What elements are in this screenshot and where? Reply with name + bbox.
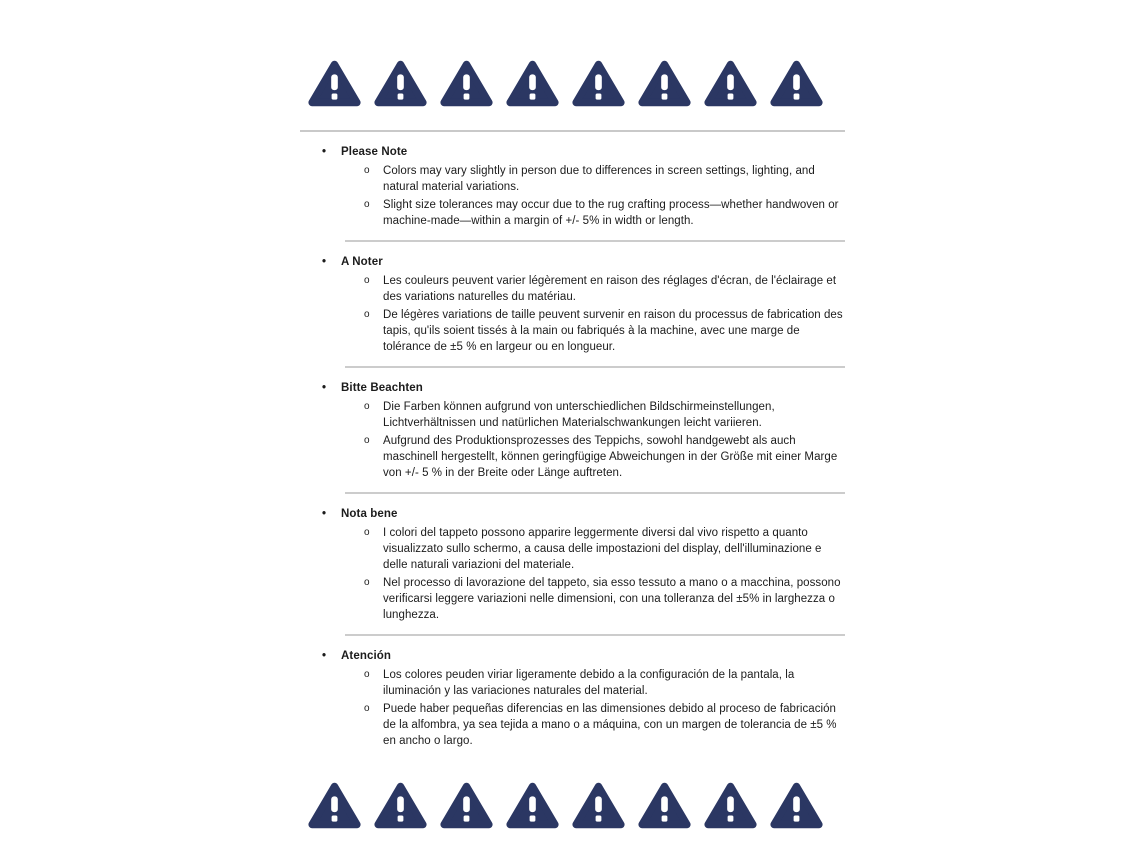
item-bullet-marker: o [364,703,370,714]
note-text: Slight size tolerances may occur due to the rug crafting process—whether handwoven or machine-made—within a margin of +/- 5% in width or length. [383,199,839,227]
section-title: Atención [341,650,391,662]
note-text: De légères variations de taille peuvent survenir en raison du processus de fabrication des tapis, qu'ils soient tissés à la main ou fabriqués à la machine, avec une marge de tolérance de ±5 % en largeur ou en longueur. [383,309,843,353]
warning-banner-top [300,58,845,109]
warning-triangle-icon [572,780,625,831]
warning-triangle-icon [704,58,757,109]
bullet-marker: • [322,650,327,662]
section-bitte-beachten [300,368,845,492]
section-header [300,144,845,160]
warning-triangle-icon [770,58,823,109]
item-bullet-marker: o [364,527,370,538]
bullet-marker: • [322,382,327,394]
warning-triangle-icon [506,780,559,831]
disclaimer-page [300,0,845,831]
note-item [300,307,845,355]
section-header [300,380,845,396]
warning-triangle-icon [308,780,361,831]
section-title: A Noter [341,256,383,268]
warning-triangle-icon [440,58,493,109]
item-bullet-marker: o [364,199,370,210]
item-bullet-marker: o [364,435,370,446]
warning-triangle-icon [440,780,493,831]
warning-banner-bottom [300,780,845,831]
section-please-note [300,132,845,240]
warning-triangle-icon [572,58,625,109]
note-text: I colori del tappeto possono apparire leggermente diversi dal vivo rispetto a quanto visualizzato sullo schermo, a causa delle impostazioni del display, dell'illuminazione e delle naturali variazioni del materiale. [383,527,822,571]
section-title: Bitte Beachten [341,382,423,394]
warning-triangle-icon [770,780,823,831]
item-bullet-marker: o [364,669,370,680]
item-bullet-marker: o [364,401,370,412]
warning-triangle-icon [506,58,559,109]
section-atencion [300,636,845,760]
section-header [300,254,845,270]
section-title: Nota bene [341,508,398,520]
note-item [300,525,845,573]
section-title: Please Note [341,146,408,158]
item-bullet-marker: o [364,309,370,320]
note-text: Aufgrund des Produktionsprozesses des Teppichs, sowohl handgewebt als auch maschinell hergestellt, können geringfügige Abweichungen in der Größe mit einer Marge von +/- 5 % in der Breite oder Länge auftreten. [383,435,838,479]
note-text: Los colores peuden viriar ligeramente debido a la configuración de la pantala, la iluminación y las variaciones naturales del material. [383,669,795,697]
warning-triangle-icon [374,780,427,831]
note-text: Les couleurs peuvent varier légèrement en raison des réglages d'écran, de l'éclairage et des variations naturelles du matériau. [383,275,837,303]
bullet-marker: • [322,256,327,268]
warning-triangle-icon [638,780,691,831]
note-text: Nel processo di lavorazione del tappeto, sia esso tessuto a mano o a macchina, possono verificarsi leggere variazioni nelle dimensioni, con una tolleranza del ±5% in larghezza o lunghezza. [383,577,841,621]
note-item [300,273,845,305]
note-text: Puede haber pequeñas diferencias en las dimensiones debido al proceso de fabricación de la alfombra, ya sea tejida a mano o a máquina, con un margen de tolerancia de ±5 % en ancho o largo. [383,703,837,747]
warning-triangle-icon [638,58,691,109]
warning-triangle-icon [308,58,361,109]
bullet-marker: • [322,508,327,520]
item-bullet-marker: o [364,275,370,286]
note-item [300,575,845,623]
note-item [300,197,845,229]
section-a-noter [300,242,845,366]
note-text: Die Farben können aufgrund von unterschiedlichen Bildschirmeinstellungen, Lichtverhältnissen und natürlichen Materialschwankungen leicht variieren. [383,401,775,429]
section-header [300,506,845,522]
note-item [300,433,845,481]
note-item [300,701,845,749]
section-header [300,648,845,664]
item-bullet-marker: o [364,165,370,176]
note-item [300,163,845,195]
note-text: Colors may vary slightly in person due to differences in screen settings, lighting, and natural material variations. [383,165,815,193]
warning-triangle-icon [704,780,757,831]
item-bullet-marker: o [364,577,370,588]
note-item [300,399,845,431]
bullet-marker: • [322,146,327,158]
section-nota-bene [300,494,845,634]
note-item [300,667,845,699]
warning-triangle-icon [374,58,427,109]
